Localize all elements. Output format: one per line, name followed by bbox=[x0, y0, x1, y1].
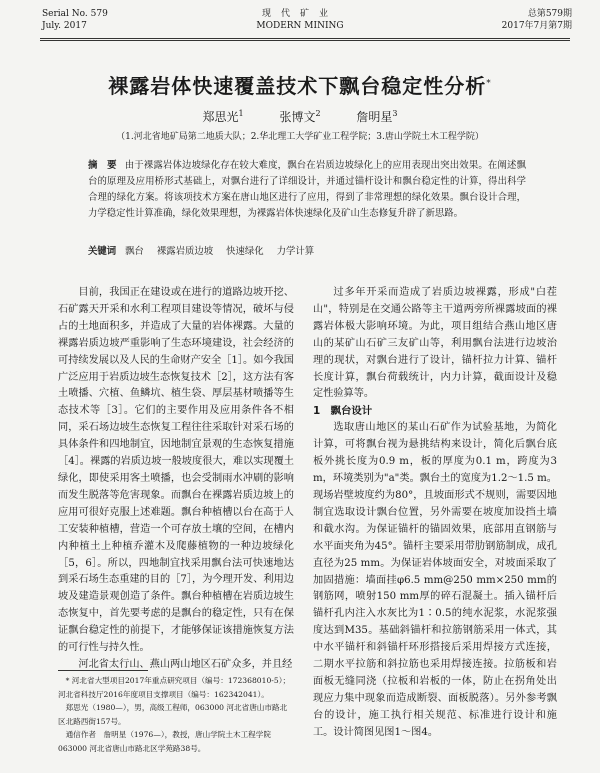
header-right bbox=[502, 8, 572, 32]
affiliations: （1.河北省地矿局第二地质大队；2.华北理工大学矿业工程学院；3.唐山学院土木工程学院） bbox=[116, 132, 484, 142]
paper-title-text: 裸露岩体快速覆盖技术下飘台稳定性分析 bbox=[108, 74, 487, 98]
section-heading: 1 飘台设计 bbox=[313, 405, 373, 418]
author-affil-mark: 1 bbox=[238, 109, 244, 118]
footnotes bbox=[58, 674, 294, 755]
corresponding-author: 通信作者 詹明星（1976—），教授，唐山学院土木工程学院063000 河北省唐山市路北区学苑路38号。 bbox=[58, 730, 271, 753]
keyword: 裸露岩质边坡 bbox=[156, 246, 214, 257]
issue-date-en: July. 2017 bbox=[42, 21, 87, 31]
author-bio: 郑思光（1980—），男，高级工程师，063000 河北省唐山市路北区北路西街157号。 bbox=[58, 703, 288, 726]
author bbox=[203, 110, 244, 124]
abstract-label: 摘 要 bbox=[88, 160, 117, 171]
keyword: 快速绿化 bbox=[226, 246, 264, 257]
journal-name-cn: 现代矿业 bbox=[261, 9, 338, 19]
body-paragraph: 过多年开采而造成了岩质边坡裸露，形成"白茬山"，特别是在交通公路等主干道两旁所裸露坡面的裸露岩体极大影响环境。为此，项目组结合燕山地区唐山的某矿山石矿三友矿山等，利用飘台法进行边坡治理的现状，对飘台进行了设计，锚杆拉力计算、锚杆长度计算，飘台荷载统计，内力计算，截面设计及稳定性验算等。 bbox=[313, 287, 557, 400]
author-name: 郑思光 bbox=[202, 110, 239, 124]
keywords-label: 关键词 bbox=[88, 246, 117, 257]
abstract-text: 由于裸露岩体边坡绿化存在较大难度，飘台在岩质边坡绿化上的应用表现出突出效果。在阐述飘台的原理及应用桥形式基础上，对飘台进行了详细设计，并通过锚杆设计和飘台稳定性的计算，得出科学合理的绿化方案。将该项技术方案在唐山地区进行了应用，得到了非常理想的绿化效果。飘台设计合理，力学稳定性计算准确，绿化效果理想，为裸露岩体快速绿化及矿山生态修复升辟了新思路。 bbox=[88, 160, 526, 219]
journal-name-en: MODERN MINING bbox=[256, 21, 344, 31]
abstract bbox=[88, 158, 526, 222]
paper-title bbox=[0, 70, 600, 99]
total-issue: 总第579期 bbox=[527, 9, 572, 19]
running-header bbox=[0, 8, 600, 42]
author bbox=[279, 110, 320, 124]
keyword: 飘台 bbox=[125, 246, 144, 257]
author-affil-mark: 2 bbox=[315, 109, 321, 118]
author-list bbox=[0, 108, 600, 125]
serial-number: Serial No. 579 bbox=[42, 9, 108, 19]
body-paragraph: 河北省太行山、燕山两山地区石矿众多，并且经 bbox=[78, 658, 293, 670]
body-paragraph: 选取唐山地区的某山石矿作为试验基地，为简化计算，可将飘台视为悬挑结构来设计，简化后飘台底板外挑长度为0.9 m，板的厚度为0.1 m，跨度为3 m，环境类别为"a"类。飘台土的宽度为1.2～1.5 m。现场岩壁坡度约为80°，且坡面形式不规则，需要因地制宜选取设计飘台位置，另外需要在坡度加设挡土墙和截水沟。为保证锚杆的锚固效果，底部用直钢筋与水平面夹角为45°。锚杆主要采用带肋钢筋制成，成孔直径为25 mm。为保证岩体坡面安全，对坡面采取了加固措施：墙面挂φ6.5 mm@250 mm×250 mm的钢筋网，喷射150 mm厚的碎石混凝土。插入锚杆后锚杆孔内注入水灰比为1∶0.5的纯水泥浆，水泥浆强度达到M35。基础斜锚杆和拉筋钢筋采用一体式，其中水平锚杆和斜锚杆环形搭接后采用焊接方式连接，二期水平拉筋和斜拉筋也采用焊接连接。拉筋板和岩面板无缝同浇（拉板和岩板的一体，防止在拐角处出现应力集中现象而造成断裂、面板脱落）。另外参考飘台的设计，施工执行相关规范、标准进行设计和施工。设计简图见图1～图4。 bbox=[313, 422, 557, 738]
footnote-rule bbox=[58, 670, 148, 671]
right-column bbox=[313, 285, 557, 742]
keyword: 力学计算 bbox=[276, 246, 315, 257]
author bbox=[356, 110, 397, 124]
header-rule bbox=[40, 38, 570, 39]
funding-note: * 河北省大型项目2017年重点研究项目（编号：172368010-5）；河北省科技厅2016年度项目支撑项目（编号：162342041）。 bbox=[58, 676, 291, 699]
body-paragraph: 目前，我国正在建设或在进行的道路边坡开挖、石矿露天开采和水利工程项目建设等情况，破坏与侵占的土地面积多，并造成了大量的岩体裸露。大量的裸露岩质边坡严重影响了生态环境建设，社会经济的可持续发展以及人民的生命财产安全［1］。如今我国广泛应用于岩质边坡生态恢复技术［2］，这方法有客土喷播、穴植、鱼鳞坑、植生袋、厚层基材喷播等生态技术等［3］。它们的主要作用及应用条件各不相同，采石场边坡生态恢复工程往往采取针对采石场的具体条件和四地制宜，因地制宜景观的生态恢复措施［4］。裸露的岩质边坡一般坡度很大，难以实现覆土绿化，即使采用客土喷播，也会受制雨水冲刷的影响而发生脱落等危害现象。而飘台在裸露岩质边坡上的应用可很好克服上述难题。飘台种植槽以台在高于人工安装种植槽，营造一个可存放土壤的空间，在槽内内种植土上种植乔灌木及爬藤植物的一种边坡绿化［5，6］。所以，四地制宜找采用飘台法可快速地达到采石场生态重建的目的［7］，为今理开发、利用边坡及建造景观创造了条件。飘台种植槽在岩质边坡生态恢复中，首先要考虑的是飘台的稳定性，只有在保证飘台稳定性的前提下，才能够保证该措施恢复方法的可行性与持久性。 bbox=[58, 287, 294, 654]
author-name: 张博文 bbox=[279, 110, 316, 124]
title-footnote-mark: * bbox=[486, 78, 492, 89]
header-rule-thin bbox=[40, 40, 570, 41]
author-affil-mark: 3 bbox=[392, 109, 398, 118]
left-column bbox=[58, 285, 294, 674]
issue-date-cn: 2017年7月第7期 bbox=[501, 21, 572, 31]
keywords bbox=[88, 244, 526, 260]
author-name: 詹明星 bbox=[356, 110, 393, 124]
